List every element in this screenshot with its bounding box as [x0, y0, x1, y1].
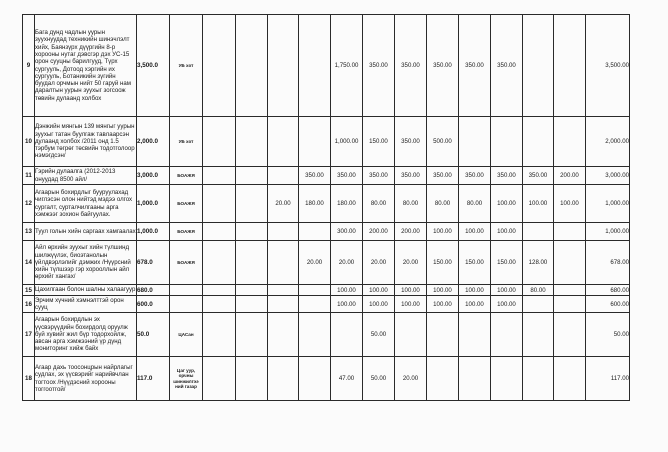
year-amount-cell: 350.00 [395, 167, 427, 185]
year-amount-cell [203, 357, 236, 401]
year-amount-cell: 100.00 [363, 285, 395, 296]
row-total: 680.00 [586, 285, 630, 296]
year-amount-cell [523, 223, 554, 241]
measure-description: Гэрийн дулаалга (2012-2013 онуудад 8500 айл/ [35, 167, 137, 185]
year-amount-cell [491, 313, 523, 357]
responsible-organization [170, 285, 203, 296]
year-amount-cell [331, 313, 363, 357]
year-amount-cell [554, 357, 586, 401]
row-total: 1,000.00 [586, 223, 630, 241]
year-amount-cell: 350.00 [459, 167, 491, 185]
year-amount-cell: 100.00 [491, 223, 523, 241]
row-total: 117.00 [586, 357, 630, 401]
total-budget: 117.0 [137, 357, 170, 401]
year-amount-cell: 150.00 [491, 241, 523, 285]
year-amount-cell [299, 296, 331, 313]
year-amount-cell [268, 313, 299, 357]
year-amount-cell [523, 357, 554, 401]
responsible-organization: ЦАСан [170, 313, 203, 357]
year-amount-cell [236, 117, 268, 167]
year-amount-cell [236, 167, 268, 185]
year-amount-cell [236, 185, 268, 223]
year-amount-cell: 100.00 [427, 285, 459, 296]
year-amount-cell [299, 357, 331, 401]
year-amount-cell [268, 117, 299, 167]
year-amount-cell [491, 117, 523, 167]
table-row [23, 15, 630, 117]
year-amount-cell: 350.00 [427, 15, 459, 117]
measure-description: Цахилгаан болон шалны халаагуур [35, 285, 137, 296]
responsible-organization: БОАЖЯ [170, 223, 203, 241]
year-amount-cell [554, 117, 586, 167]
year-amount-cell: 100.00 [427, 223, 459, 241]
year-amount-cell [299, 313, 331, 357]
year-amount-cell [491, 357, 523, 401]
year-amount-cell: 300.00 [331, 223, 363, 241]
year-amount-cell [203, 313, 236, 357]
row-total: 3,000.00 [586, 167, 630, 185]
year-amount-cell [523, 296, 554, 313]
year-amount-cell [299, 223, 331, 241]
year-amount-cell: 350.00 [395, 117, 427, 167]
year-amount-cell [236, 223, 268, 241]
measure-description: Туул голын хийн саргаах хамгаалах [35, 223, 137, 241]
year-amount-cell: 100.00 [459, 285, 491, 296]
row-number: 12 [23, 185, 35, 223]
year-amount-cell [203, 223, 236, 241]
year-amount-cell [236, 241, 268, 285]
year-amount-cell: 500.00 [427, 117, 459, 167]
year-amount-cell: 350.00 [395, 15, 427, 117]
responsible-organization: Цаг уур, орчны шинжилгээ ний газар [170, 357, 203, 401]
year-amount-cell: 80.00 [395, 185, 427, 223]
year-amount-cell [203, 285, 236, 296]
year-amount-cell: 100.00 [331, 296, 363, 313]
table-row [23, 241, 630, 285]
year-amount-cell [554, 296, 586, 313]
table-row [23, 296, 630, 313]
year-amount-cell [459, 117, 491, 167]
row-number: 17 [23, 313, 35, 357]
year-amount-cell: 150.00 [427, 241, 459, 285]
year-amount-cell [268, 357, 299, 401]
year-amount-cell [236, 357, 268, 401]
total-budget: 1,000.0 [137, 223, 170, 241]
year-amount-cell: 200.00 [363, 223, 395, 241]
year-amount-cell: 350.00 [523, 167, 554, 185]
year-amount-cell: 150.00 [459, 241, 491, 285]
year-amount-cell: 180.00 [331, 185, 363, 223]
year-amount-cell: 350.00 [363, 15, 395, 117]
year-amount-cell [268, 167, 299, 185]
total-budget: 600.0 [137, 296, 170, 313]
total-budget: 3,000.0 [137, 167, 170, 185]
year-amount-cell: 20.00 [363, 241, 395, 285]
year-amount-cell: 50.00 [363, 313, 395, 357]
measure-description: Эрчим хүчний хэмнэлттэй орон сууц [35, 296, 137, 313]
year-amount-cell [554, 241, 586, 285]
year-amount-cell [203, 241, 236, 285]
year-amount-cell: 100.00 [395, 296, 427, 313]
table-row [23, 117, 630, 167]
year-amount-cell [459, 313, 491, 357]
row-number: 16 [23, 296, 35, 313]
year-amount-cell: 180.00 [299, 185, 331, 223]
year-amount-cell [203, 167, 236, 185]
year-amount-cell: 80.00 [363, 185, 395, 223]
year-amount-cell: 20.00 [299, 241, 331, 285]
row-number: 9 [23, 15, 35, 117]
year-amount-cell [395, 313, 427, 357]
year-amount-cell: 200.00 [554, 167, 586, 185]
row-number: 15 [23, 285, 35, 296]
year-amount-cell [203, 296, 236, 313]
year-amount-cell: 350.00 [459, 15, 491, 117]
table-body [23, 15, 630, 401]
year-amount-cell [268, 15, 299, 117]
row-total: 1,000.00 [586, 185, 630, 223]
row-number: 10 [23, 117, 35, 167]
responsible-organization: УБ хот [170, 15, 203, 117]
year-amount-cell: 350.00 [427, 167, 459, 185]
year-amount-cell [236, 15, 268, 117]
year-amount-cell: 80.00 [459, 185, 491, 223]
measure-description: Агаарын бохирдлыг бууруулахад чиглэсэн олон нийтэд мэдээ олгох сургалт, сурталчилгааны арга хэмжээг зохион байгуулах. [35, 185, 137, 223]
year-amount-cell: 100.00 [554, 185, 586, 223]
year-amount-cell: 80.00 [523, 285, 554, 296]
year-amount-cell: 1,750.00 [331, 15, 363, 117]
year-amount-cell [427, 357, 459, 401]
table-row [23, 285, 630, 296]
year-amount-cell: 350.00 [363, 167, 395, 185]
total-budget: 678.0 [137, 241, 170, 285]
table-row [23, 223, 630, 241]
row-number: 14 [23, 241, 35, 285]
measure-description: Бага дунд чадлын уурын зуухнуудад техникийн шинэчлэлт хийх, Баянзүрх дүүргийн 8-р хорооны нутаг дэвсгэр дэх УС-15 орон сууцны барилгууд, Түрх сургууль, Дотоод хэргийн их сургууль, Ботаникийн зүгийн буудал орчмын нийт 50 гаруй нам даралтын уурын зуухыг зогсоож төвийн дулаанд холбох [35, 15, 137, 117]
measure-description: Агаарын бохирдлын эх үүсвэрүүдийн бохирдолд оруулж буй хувийг жил бүр тодорхойлж, авсан арга хэмжээний үр дүнд мониторинг хийж байх [35, 313, 137, 357]
year-amount-cell [554, 285, 586, 296]
year-amount-cell [554, 223, 586, 241]
total-budget: 2,000.0 [137, 117, 170, 167]
responsible-organization: БОАЖЯ [170, 185, 203, 223]
year-amount-cell [554, 15, 586, 117]
responsible-organization: БОАЖЯ [170, 241, 203, 285]
measure-description: Айл өрхийн зуухыг хийн түлшинд шилжүүлэх, биоэтанолын үйлдвэрлэлийг дэмжих /Нүүрсний хийн түлшээр гэр хорооллын айл өрхийг хангах/ [35, 241, 137, 285]
year-amount-cell: 47.00 [331, 357, 363, 401]
year-amount-cell [268, 285, 299, 296]
total-budget: 1,000.0 [137, 185, 170, 223]
year-amount-cell [299, 117, 331, 167]
row-total: 3,500.00 [586, 15, 630, 117]
year-amount-cell: 100.00 [523, 185, 554, 223]
table-row [23, 313, 630, 357]
year-amount-cell [299, 15, 331, 117]
year-amount-cell: 150.00 [363, 117, 395, 167]
year-amount-cell: 100.00 [427, 296, 459, 313]
year-amount-cell: 350.00 [331, 167, 363, 185]
year-amount-cell: 100.00 [395, 285, 427, 296]
year-amount-cell: 1,000.00 [331, 117, 363, 167]
year-amount-cell: 20.00 [395, 357, 427, 401]
table-row [23, 185, 630, 223]
row-total: 2,000.00 [586, 117, 630, 167]
measure-description: Агаар дахь тоосонцрын найрлагыг судлах, эх үүсвэрийг нарийвчлан тогтоох /Нүүдэсний хорооны тоггоотгой/ [35, 357, 137, 401]
year-amount-cell: 100.00 [459, 223, 491, 241]
year-amount-cell: 350.00 [299, 167, 331, 185]
year-amount-cell [236, 285, 268, 296]
total-budget: 3,500.0 [137, 15, 170, 117]
row-total: 600.00 [586, 296, 630, 313]
year-amount-cell [203, 15, 236, 117]
year-amount-cell [523, 117, 554, 167]
year-amount-cell: 100.00 [459, 296, 491, 313]
year-amount-cell: 200.00 [395, 223, 427, 241]
year-amount-cell: 100.00 [491, 185, 523, 223]
year-amount-cell [523, 313, 554, 357]
year-amount-cell [203, 117, 236, 167]
row-total: 678.00 [586, 241, 630, 285]
year-amount-cell [554, 313, 586, 357]
year-amount-cell: 50.00 [363, 357, 395, 401]
year-amount-cell [523, 15, 554, 117]
year-amount-cell: 100.00 [331, 285, 363, 296]
responsible-organization [170, 296, 203, 313]
year-amount-cell: 350.00 [491, 167, 523, 185]
year-amount-cell [459, 357, 491, 401]
row-number: 11 [23, 167, 35, 185]
row-total: 50.00 [586, 313, 630, 357]
year-amount-cell [236, 296, 268, 313]
total-budget: 50.0 [137, 313, 170, 357]
measure-description: Дэнжийн мянгын 139 мянгыг уурын зуухыг татан буулгаж тавлаарсэн дулаанд холбох /2011 онд 1.5 тэрбум төгрөг төсвийн тодотголоор нэмэгдсэн/ [35, 117, 137, 167]
year-amount-cell [268, 223, 299, 241]
year-amount-cell: 80.00 [427, 185, 459, 223]
responsible-organization: БОАЖЯ [170, 167, 203, 185]
year-amount-cell [268, 241, 299, 285]
table-row [23, 167, 630, 185]
year-amount-cell: 100.00 [491, 296, 523, 313]
total-budget: 680.0 [137, 285, 170, 296]
table-row [23, 357, 630, 401]
year-amount-cell [427, 313, 459, 357]
year-amount-cell [236, 313, 268, 357]
budget-table [22, 14, 630, 401]
row-number: 18 [23, 357, 35, 401]
year-amount-cell: 20.00 [331, 241, 363, 285]
year-amount-cell [268, 296, 299, 313]
responsible-organization: УБ хот [170, 117, 203, 167]
year-amount-cell: 100.00 [491, 285, 523, 296]
year-amount-cell: 128.00 [523, 241, 554, 285]
year-amount-cell: 20.00 [268, 185, 299, 223]
row-number: 13 [23, 223, 35, 241]
year-amount-cell: 20.00 [395, 241, 427, 285]
year-amount-cell [203, 185, 236, 223]
year-amount-cell: 350.00 [491, 15, 523, 117]
year-amount-cell [299, 285, 331, 296]
year-amount-cell: 100.00 [363, 296, 395, 313]
